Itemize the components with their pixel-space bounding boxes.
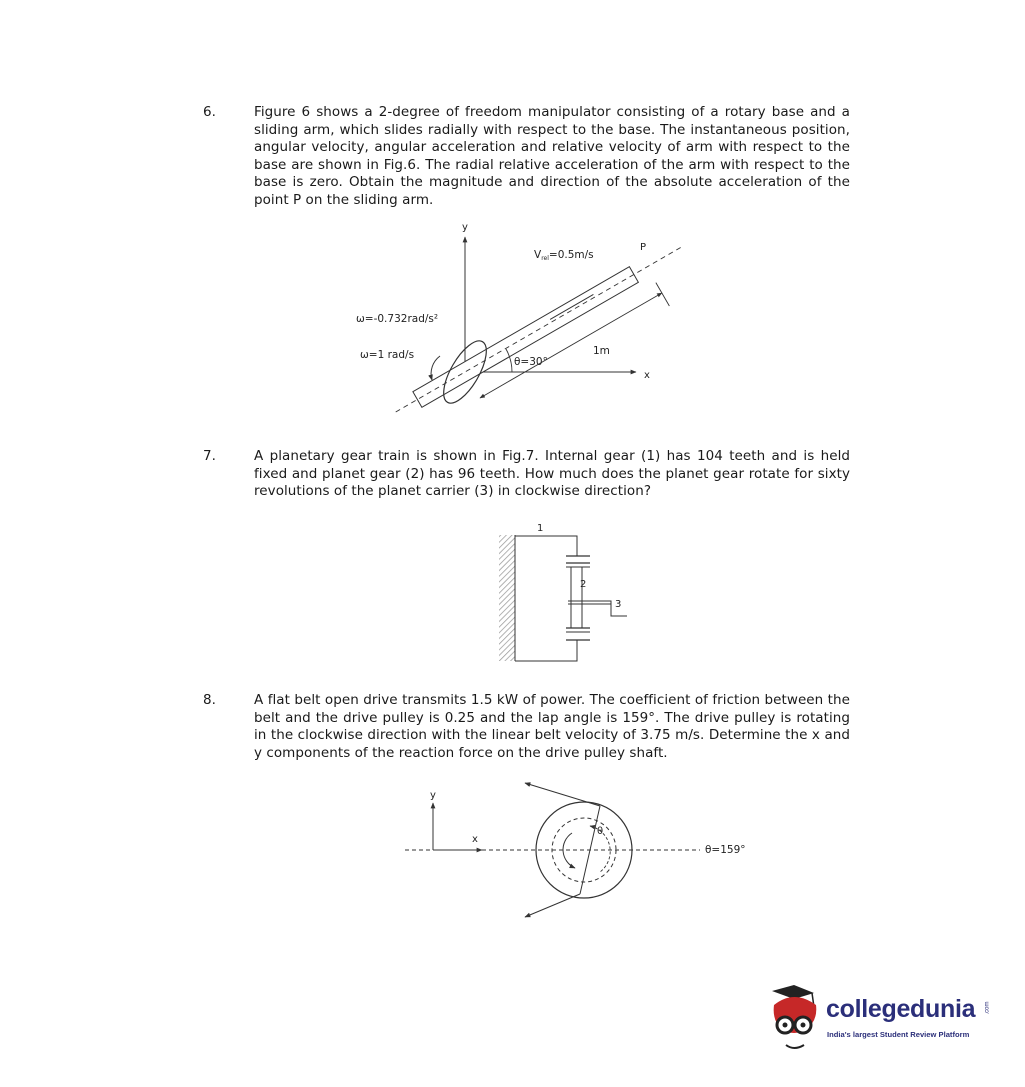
fig6-alpha-label: ω=-0.732rad/s² <box>356 313 439 325</box>
fig6-vrel-label: Vrel=0.5m/s <box>534 249 594 262</box>
question-8-text: A flat belt open drive transmits 1.5 kW of power. The coefficient of friction between the belt and the drive pulley is 0.25 and the lap angle is 159°. The drive pulley is rotating in the clockwise direction with the linear belt velocity of 3.75 m/s. Determine the x and y components of the reaction force on the drive pulley shaft. <box>254 692 850 761</box>
fig8-lap-label: θ=159° <box>705 844 746 856</box>
fig8-theta-label: θ <box>597 826 604 837</box>
fig8-belt-upper <box>525 783 600 806</box>
mascot-icon <box>768 985 828 1055</box>
fig6-length-label: 1m <box>593 345 610 357</box>
fig7-label-2: 2 <box>580 579 587 590</box>
question-6-text: Figure 6 shows a 2-degree of freedom manipulator consisting of a rotary base and a sliding arm, which slides radially with respect to the base. The instantaneous position, angular velocity, angular acceleration and relative velocity of arm with respect to the base are shown in Fig.6. The radial relative acceleration of the arm with respect to the base is zero. Obtain the magnitude and direction of the absolute acceleration of the point P on the sliding arm. <box>254 104 850 208</box>
fig6-y-label: y <box>462 222 468 233</box>
question-6-number: 6. <box>203 104 216 120</box>
fig6-point-p: P <box>640 242 647 253</box>
collegedunia-logo[interactable] <box>768 985 998 1055</box>
fig6-theta-label: θ=30° <box>514 356 548 368</box>
question-8-number: 8. <box>203 692 216 708</box>
logo-tagline: India's largest Student Review Platform <box>827 1030 970 1039</box>
fig8-x-label: x <box>472 834 478 845</box>
fig7-label-1: 1 <box>537 523 544 534</box>
fig7-label-3: 3 <box>615 599 622 610</box>
question-7-text: A planetary gear train is shown in Fig.7. Internal gear (1) has 104 teeth and is held fixed and planet gear (2) has 96 teeth. How much does the planet gear rotate for sixty revolutions of the planet carrier (3) in clockwise direction? <box>254 448 850 499</box>
fig8-y-label: y <box>430 790 436 801</box>
fig8-belt-lower <box>525 894 580 917</box>
fig6-omega-label: ω=1 rad/s <box>360 349 415 361</box>
logo-name: collegedunia <box>826 995 976 1023</box>
fig6-x-label: x <box>644 370 650 381</box>
question-7-number: 7. <box>203 448 216 464</box>
logo-suffix: .com <box>984 1001 991 1015</box>
